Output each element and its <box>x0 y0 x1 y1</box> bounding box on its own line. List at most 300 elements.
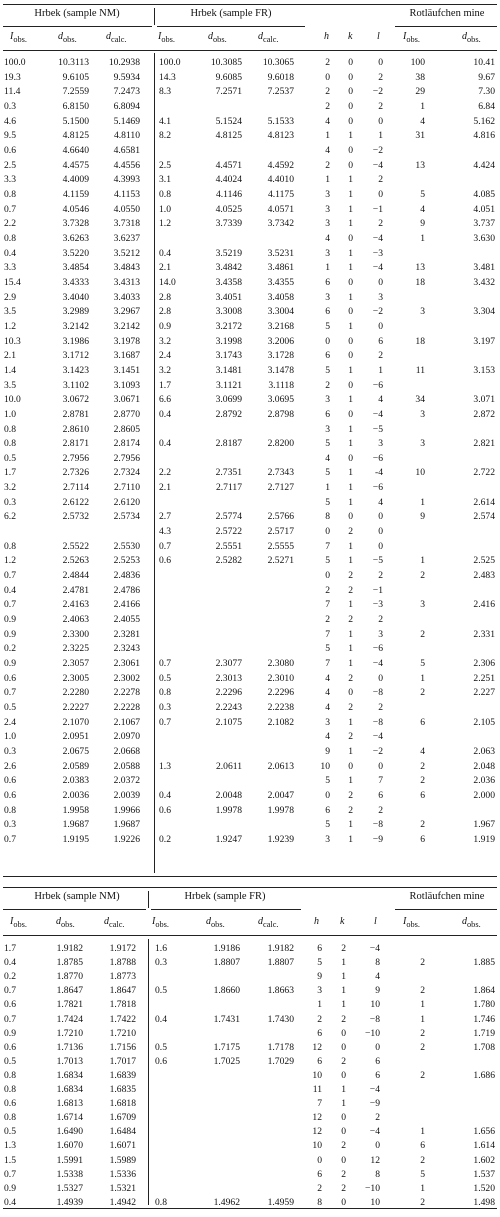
cell-d-obs-fr: 2.0048 <box>215 790 242 801</box>
cell-k: 1 <box>341 1098 346 1110</box>
cell-d-obs-fr: 4.4571 <box>215 159 242 171</box>
cell-d-obs-nm: 3.1423 <box>62 364 89 376</box>
cell-l: 6 <box>375 1069 380 1081</box>
cell-k: 1 <box>348 643 353 655</box>
cell-d-calc-nm: 3.0671 <box>113 394 140 406</box>
cell-i-fr: 2.1 <box>159 262 171 274</box>
cell-i-fr: 4.1 <box>159 115 171 127</box>
cell-d-obs-fr: 2.5551 <box>215 540 242 552</box>
cell-d-obs-nm: 2.3225 <box>62 643 89 655</box>
cell-d-calc-nm: 2.0039 <box>113 790 140 801</box>
cell-k: 2 <box>341 1013 346 1025</box>
cell-i-nm: 0.4 <box>4 1196 16 1208</box>
table-row <box>0 833 500 846</box>
cell-d-obs-rot: 1.614 <box>473 1140 495 1152</box>
cell-d-obs-fr: 2.5722 <box>215 526 242 538</box>
cell-d-calc-fr: 2.8798 <box>267 408 294 420</box>
cell-d-calc-nm: 1.6071 <box>109 1140 136 1152</box>
cell-i-nm: 0.4 <box>4 247 16 259</box>
cell-h: 12 <box>312 1041 322 1053</box>
cell-l: 2 <box>378 174 383 186</box>
table-2 <box>0 887 500 1217</box>
cell-l: −9 <box>369 1098 380 1110</box>
cell-l: −1 <box>372 203 383 215</box>
group-underline-rot-2 <box>395 909 497 910</box>
cell-h: 5 <box>325 467 330 479</box>
cell-d-obs-rot: 3.737 <box>473 218 495 230</box>
cell-d-obs-rot: 1.780 <box>473 999 495 1011</box>
cell-d-obs-nm: 3.1102 <box>62 379 89 391</box>
cell-k: 0 <box>348 159 353 171</box>
cell-k: 0 <box>348 687 353 699</box>
cell-d-obs-rot: 2.048 <box>473 760 495 772</box>
cell-h: 4 <box>325 672 330 684</box>
cell-h: 0 <box>325 71 330 83</box>
cell-d-obs-fr: 1.4962 <box>213 1196 240 1208</box>
cell-i-nm: 0.8 <box>4 438 16 450</box>
table-row <box>0 115 500 128</box>
cell-i-nm: 6.2 <box>4 511 16 523</box>
cell-d-obs-nm: 5.1500 <box>62 115 89 127</box>
cell-i-nm: 3.3 <box>4 174 16 186</box>
cell-l: −4 <box>372 232 383 244</box>
cell-d-calc-nm: 1.9172 <box>109 943 136 954</box>
cell-k: 1 <box>348 482 353 494</box>
cell-i-rot: 1 <box>420 999 425 1011</box>
cell-l: 10 <box>370 1196 380 1208</box>
cell-d-obs-nm: 2.7114 <box>62 482 89 494</box>
cell-k: 2 <box>348 804 353 816</box>
cell-d-obs-fr: 2.1075 <box>215 716 242 728</box>
cell-i-fr: 0.3 <box>155 957 167 969</box>
cell-h: 6 <box>317 1027 322 1039</box>
cell-k: 1 <box>348 218 353 230</box>
cell-d-obs-nm: 2.3057 <box>62 658 89 670</box>
cell-i-rot: 4 <box>420 115 425 127</box>
cell-d-obs-nm: 1.6070 <box>56 1140 83 1152</box>
cell-d-obs-fr: 3.4358 <box>215 276 242 288</box>
cell-i-fr: 8.3 <box>159 86 171 98</box>
cell-d-obs-rot: 7.30 <box>478 86 495 98</box>
cell-i-fr: 0.6 <box>159 555 171 567</box>
cell-h: 7 <box>325 628 330 640</box>
cell-h: 3 <box>325 247 330 259</box>
cell-h: 3 <box>325 716 330 728</box>
table-row <box>0 335 500 348</box>
cell-i-nm: 0.8 <box>4 423 16 435</box>
cell-d-obs-rot: 1.686 <box>473 1069 495 1081</box>
cell-d-calc-fr: 10.3065 <box>262 57 294 68</box>
cell-d-obs-nm: 3.4040 <box>62 291 89 303</box>
cell-i-nm: 19.3 <box>4 71 21 83</box>
cell-i-rot: 1 <box>420 1126 425 1138</box>
cell-i-nm: 0.5 <box>4 1126 16 1138</box>
cell-d-obs-rot: 2.525 <box>473 555 495 567</box>
cell-d-calc-nm: 10.2938 <box>108 57 140 68</box>
cell-l: 12 <box>370 1154 380 1166</box>
cell-d-obs-nm: 1.6834 <box>56 1069 83 1081</box>
cell-d-obs-nm: 2.5522 <box>62 540 89 552</box>
cell-i-nm: 4.6 <box>4 115 16 127</box>
cell-k: 1 <box>348 364 353 376</box>
cell-d-calc-nm: 1.9966 <box>113 804 140 816</box>
cell-l: 2 <box>378 570 383 582</box>
table-row <box>0 247 500 260</box>
cell-l: −4 <box>372 731 383 743</box>
cell-d-calc-nm: 1.7422 <box>109 1013 136 1025</box>
cell-i-rot: 3 <box>420 438 425 450</box>
cell-i-nm: 0.9 <box>4 1027 16 1039</box>
header-separator <box>154 8 155 25</box>
cell-k: 1 <box>348 438 353 450</box>
cell-d-obs-rot: 1.656 <box>473 1126 495 1138</box>
cell-k: 1 <box>348 628 353 640</box>
cell-k: 1 <box>348 130 353 142</box>
cell-d-calc-nm: 1.8788 <box>109 957 136 969</box>
cell-i-fr: 2.2 <box>159 467 171 479</box>
cell-d-calc-nm: 1.7017 <box>109 1055 136 1067</box>
cell-k: 0 <box>348 760 353 772</box>
table-row <box>0 496 500 509</box>
cell-h: 2 <box>325 57 330 68</box>
cell-k: 2 <box>341 1055 346 1067</box>
cell-i-nm: 0.2 <box>4 971 16 983</box>
cell-i-nm: 0.8 <box>4 232 16 244</box>
cell-l: 9 <box>375 985 380 997</box>
cell-i-fr: 0.6 <box>155 1055 167 1067</box>
cell-d-calc-nm: 2.4786 <box>113 584 140 596</box>
cell-i-fr: 2.8 <box>159 306 171 318</box>
table-row <box>0 540 500 553</box>
cell-k: 2 <box>348 702 353 714</box>
cell-i-fr: 0.4 <box>159 790 171 801</box>
cell-h: 0 <box>325 335 330 347</box>
cell-i-nm: 0.3 <box>4 746 16 758</box>
cell-d-calc-fr: 3.4861 <box>267 262 294 274</box>
cell-h: 5 <box>325 364 330 376</box>
table-row <box>0 129 500 142</box>
cell-l: 2 <box>378 350 383 362</box>
cell-h: 0 <box>317 1154 322 1166</box>
cell-h: 5 <box>325 438 330 450</box>
cell-h: 2 <box>325 159 330 171</box>
cell-d-calc-nm: 3.1687 <box>113 350 140 362</box>
cell-d-calc-nm: 1.5336 <box>109 1168 136 1180</box>
cell-d-calc-nm: 3.7318 <box>113 218 140 230</box>
cell-i-fr: 2.8 <box>159 291 171 303</box>
group-underline-fr <box>157 26 305 27</box>
cell-d-obs-rot: 2.227 <box>473 687 495 699</box>
cell-d-obs-nm: 4.1159 <box>62 188 89 200</box>
cell-i-nm: 0.8 <box>4 1069 16 1081</box>
cell-d-calc-fr: 1.9182 <box>267 943 294 954</box>
table-row <box>0 423 500 436</box>
table-row <box>0 613 500 626</box>
cell-h: 0 <box>325 526 330 538</box>
cell-d-calc-fr: 2.5766 <box>267 511 294 523</box>
cell-i-nm: 10.0 <box>4 394 21 406</box>
cell-h: 1 <box>325 262 330 274</box>
cell-k: 1 <box>341 985 346 997</box>
cell-d-obs-nm: 2.5732 <box>62 511 89 523</box>
cell-i-fr: 0.5 <box>155 1041 167 1053</box>
cell-l: 0 <box>375 1140 380 1152</box>
cell-i-fr: 0.7 <box>159 540 171 552</box>
cell-i-nm: 0.9 <box>4 614 16 626</box>
cell-d-obs-rot: 2.063 <box>473 746 495 758</box>
cell-i-nm: 1.0 <box>4 731 16 743</box>
cell-i-fr: 0.8 <box>159 687 171 699</box>
cell-d-obs-nm: 7.2559 <box>62 86 89 98</box>
cell-d-calc-fr: 3.2168 <box>267 320 294 332</box>
cell-l: −2 <box>372 144 383 156</box>
cell-d-obs-nm: 3.4333 <box>62 276 89 288</box>
cell-d-calc-fr: 1.4959 <box>267 1196 294 1208</box>
cell-d-obs-fr: 5.1524 <box>215 115 242 127</box>
cell-l: 4 <box>378 496 383 508</box>
cell-k: 1 <box>348 174 353 186</box>
cell-k: 0 <box>348 115 353 127</box>
cell-d-obs-nm: 2.0675 <box>62 746 89 758</box>
cell-l: −10 <box>364 1027 380 1039</box>
table-row <box>0 393 500 406</box>
cell-i-rot: 1 <box>420 555 425 567</box>
cell-d-obs-rot: 1.719 <box>473 1027 495 1039</box>
cell-k: 1 <box>348 540 353 552</box>
table-1-top-rule <box>3 4 497 5</box>
table-2-bottom-rule <box>3 1208 497 1209</box>
cell-i-rot: 9 <box>420 218 425 230</box>
cell-i-rot: 3 <box>420 599 425 611</box>
cell-i-fr: 4.3 <box>159 526 171 538</box>
group-underline-nm <box>3 26 152 27</box>
table-row <box>0 818 500 831</box>
table-row <box>0 481 500 494</box>
cell-d-obs-nm: 1.9195 <box>62 833 89 845</box>
cell-d-obs-rot: 1.967 <box>473 819 495 831</box>
cell-d-obs-fr: 2.7351 <box>215 467 242 479</box>
cell-d-calc-nm: 1.6818 <box>109 1098 136 1110</box>
cell-d-obs-fr: 3.2172 <box>215 320 242 332</box>
table-row <box>0 1139 500 1152</box>
cell-d-obs-rot: 4.424 <box>473 159 495 171</box>
cell-l: 2 <box>378 71 383 83</box>
col-header-i-nm-2: $I_{obs.}$ <box>10 916 27 929</box>
cell-i-rot: 4 <box>420 746 425 758</box>
cell-k: 1 <box>348 716 353 728</box>
cell-i-nm: 0.7 <box>4 687 16 699</box>
cell-h: 1 <box>325 130 330 142</box>
col-header-d-obs-rot: $d_{obs.}$ <box>462 31 481 44</box>
table-row <box>0 584 500 597</box>
cell-h: 7 <box>317 1098 322 1110</box>
cell-k: 2 <box>348 570 353 582</box>
cell-i-nm: 0.6 <box>4 999 16 1011</box>
cell-d-calc-nm: 2.4055 <box>113 614 140 626</box>
cell-i-nm: 10.3 <box>4 335 21 347</box>
cell-d-calc-nm: 2.7110 <box>113 482 140 494</box>
cell-k: 1 <box>348 188 353 200</box>
table-row <box>0 657 500 670</box>
cell-d-obs-nm: 2.0036 <box>62 790 89 801</box>
cell-d-obs-nm: 1.6714 <box>56 1112 83 1124</box>
cell-i-nm: 0.6 <box>4 790 16 801</box>
col-header-d-obs-fr: $d_{obs.}$ <box>208 31 227 44</box>
table-row <box>0 71 500 84</box>
cell-k: 0 <box>348 306 353 318</box>
cell-d-obs-rot: 2.483 <box>473 570 495 582</box>
cell-d-calc-nm: 3.4313 <box>113 276 140 288</box>
cell-l: −4 <box>369 943 380 954</box>
cell-h: 1 <box>325 174 330 186</box>
cell-k: 1 <box>348 833 353 845</box>
cell-d-obs-fr: 3.3008 <box>215 306 242 318</box>
cell-k: 2 <box>341 943 346 954</box>
cell-k: 1 <box>348 775 353 787</box>
cell-k: 1 <box>348 467 353 479</box>
cell-d-calc-fr: 3.2006 <box>267 335 294 347</box>
cell-k: 0 <box>348 86 353 98</box>
cell-d-obs-fr: 3.1121 <box>215 379 242 391</box>
cell-k: 1 <box>348 555 353 567</box>
cell-h: 7 <box>325 540 330 552</box>
cell-i-rot: 2 <box>420 1041 425 1053</box>
group-header-fr: Hrbek (sample FR) <box>190 8 272 19</box>
cell-h: 3 <box>325 423 330 435</box>
cell-i-nm: 0.5 <box>4 702 16 714</box>
cell-h: 0 <box>325 570 330 582</box>
cell-d-obs-rot: 2.821 <box>473 438 495 450</box>
cell-l: 0 <box>378 57 383 68</box>
table-row <box>0 760 500 773</box>
cell-d-calc-nm: 2.0970 <box>113 731 140 743</box>
cell-d-obs-fr: 1.8807 <box>213 957 240 969</box>
cell-k: 0 <box>348 100 353 112</box>
cell-k: 1 <box>341 1084 346 1095</box>
cell-d-obs-nm: 4.0546 <box>62 203 89 215</box>
cell-h: 4 <box>325 731 330 743</box>
cell-d-calc-nm: 1.7210 <box>109 1027 136 1039</box>
cell-d-calc-nm: 2.1067 <box>113 716 140 728</box>
cell-i-nm: 0.7 <box>4 1013 16 1025</box>
cell-h: 2 <box>325 86 330 98</box>
cell-k: 0 <box>348 335 353 347</box>
table-row <box>0 1182 500 1195</box>
cell-d-obs-fr: 3.1481 <box>215 364 242 376</box>
cell-d-obs-fr: 2.2243 <box>215 702 242 714</box>
cell-h: 3 <box>325 291 330 303</box>
group-header-nm: Hrbek (sample NM) <box>34 8 120 19</box>
cell-h: 8 <box>325 511 330 523</box>
cell-i-rot: 5 <box>420 188 425 200</box>
table-row <box>0 1027 500 1040</box>
cell-d-obs-fr: 4.1146 <box>215 188 242 200</box>
cell-h: 5 <box>317 957 322 969</box>
cell-i-nm: 3.5 <box>4 306 16 318</box>
cell-l: −6 <box>372 482 383 494</box>
cell-d-calc-fr: 3.7342 <box>267 218 294 230</box>
cell-d-obs-rot: 3.304 <box>473 306 495 318</box>
cell-d-obs-nm: 2.1070 <box>62 716 89 728</box>
cell-d-calc-nm: 3.2142 <box>113 320 140 332</box>
cell-d-calc-fr: 4.8123 <box>267 130 294 142</box>
cell-d-calc-fr: 2.8200 <box>267 438 294 450</box>
table-row <box>0 1111 500 1124</box>
cell-l: −1 <box>372 584 383 596</box>
cell-d-obs-nm: 1.6834 <box>56 1084 83 1095</box>
cell-d-calc-nm: 2.8605 <box>113 423 140 435</box>
cell-k: 1 <box>348 291 353 303</box>
cell-d-calc-nm: 3.1451 <box>113 364 140 376</box>
cell-k: 1 <box>348 819 353 831</box>
cell-k: 2 <box>348 584 353 596</box>
cell-d-obs-nm: 1.7821 <box>56 999 83 1011</box>
cell-d-calc-nm: 6.8094 <box>113 100 140 112</box>
cell-d-calc-fr: 2.5555 <box>267 540 294 552</box>
cell-h: 2 <box>325 379 330 391</box>
cell-l: 0 <box>378 672 383 684</box>
cell-i-nm: 2.2 <box>4 218 16 230</box>
cell-i-nm: 0.8 <box>4 188 16 200</box>
cell-h: 4 <box>325 232 330 244</box>
cell-l: 3 <box>378 438 383 450</box>
cell-i-nm: 0.8 <box>4 540 16 552</box>
cell-l: 3 <box>378 628 383 640</box>
cell-i-fr: 0.4 <box>159 438 171 450</box>
cell-i-nm: 0.3 <box>4 496 16 508</box>
cell-i-fr: 14.0 <box>159 276 176 288</box>
cell-d-obs-fr: 3.0699 <box>215 394 242 406</box>
cell-d-obs-rot: 4.051 <box>473 203 495 215</box>
cell-h: 4 <box>325 702 330 714</box>
table-row <box>0 1041 500 1054</box>
cell-d-calc-nm: 3.6237 <box>113 232 140 244</box>
cell-d-calc-nm: 1.7818 <box>109 999 136 1011</box>
cell-k: 0 <box>341 1196 346 1208</box>
col-header-i-rot-2: $I_{obs.}$ <box>403 916 420 929</box>
cell-i-rot: 2 <box>420 775 425 787</box>
cell-d-obs-fr: 2.3013 <box>215 672 242 684</box>
cell-d-obs-rot: 3.630 <box>473 232 495 244</box>
cell-l: −6 <box>372 379 383 391</box>
cell-l: −6 <box>372 643 383 655</box>
cell-l: −4 <box>372 408 383 420</box>
cell-d-calc-nm: 3.4843 <box>113 262 140 274</box>
cell-d-obs-rot: 2.306 <box>473 658 495 670</box>
cell-l: 6 <box>378 335 383 347</box>
cell-d-obs-fr: 3.1743 <box>215 350 242 362</box>
cell-i-rot: 11 <box>415 364 425 376</box>
cell-i-rot: 13 <box>415 262 425 274</box>
table-row <box>0 774 500 787</box>
cell-d-calc-nm: 1.6484 <box>109 1126 136 1138</box>
cell-l: 2 <box>378 804 383 816</box>
cell-d-obs-nm: 2.2280 <box>62 687 89 699</box>
cell-d-obs-fr: 4.0525 <box>215 203 242 215</box>
cell-d-obs-fr: 2.8792 <box>215 408 242 420</box>
cell-i-nm: 1.2 <box>4 555 16 567</box>
cell-k: 2 <box>341 1182 346 1194</box>
cell-i-fr: 2.5 <box>159 159 171 171</box>
cell-d-obs-nm: 1.8770 <box>56 971 83 983</box>
cell-k: 0 <box>341 1154 346 1166</box>
table-row <box>0 984 500 997</box>
cell-i-rot: 2 <box>420 985 425 997</box>
cell-i-fr: 0.8 <box>155 1196 167 1208</box>
cell-i-rot: 9 <box>420 511 425 523</box>
cell-d-calc-nm: 1.7156 <box>109 1041 136 1053</box>
cell-l: 8 <box>375 957 380 969</box>
